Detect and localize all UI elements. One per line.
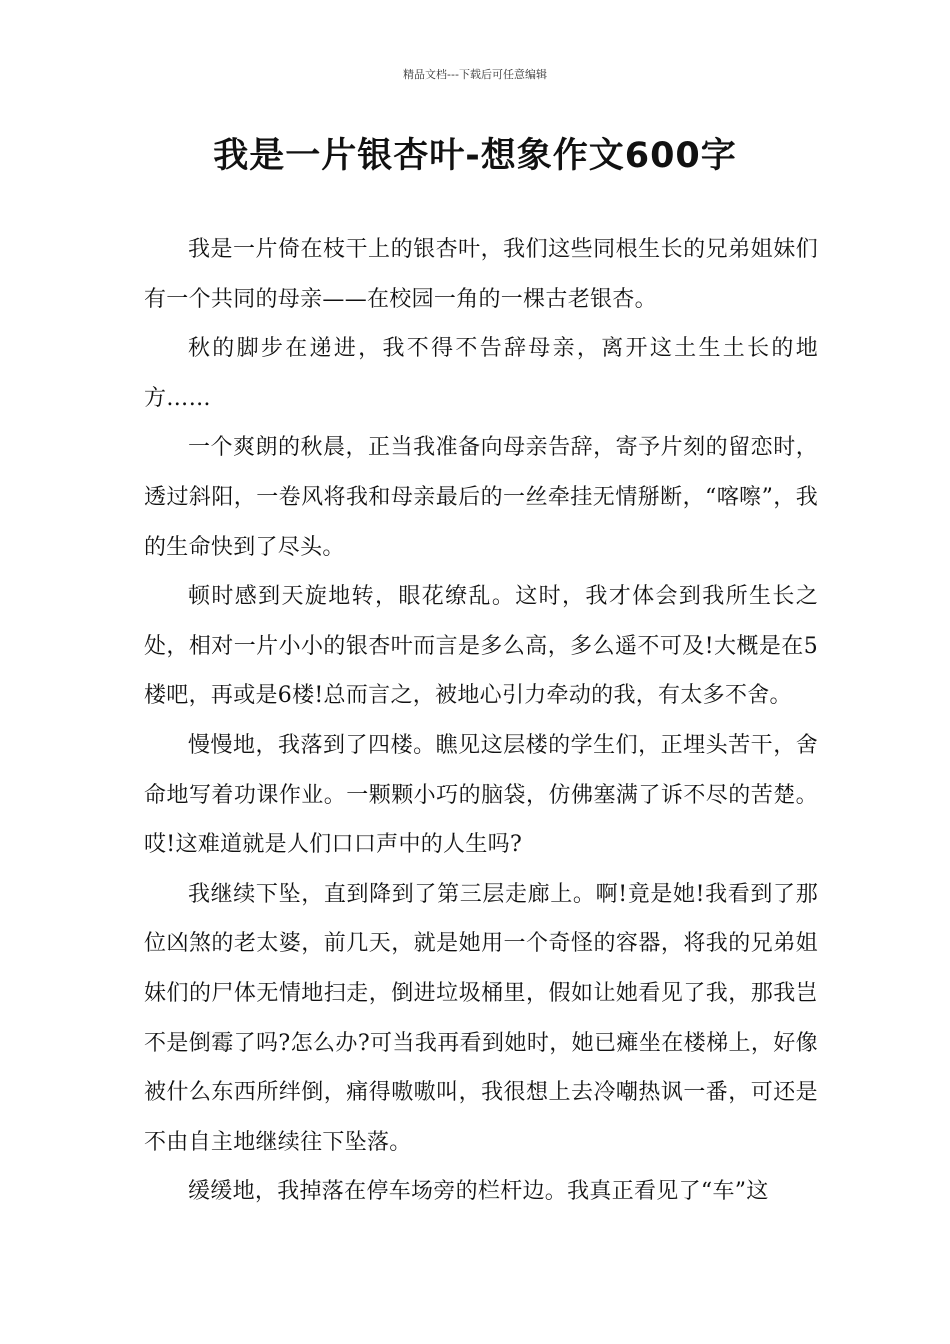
paragraph: 一个爽朗的秋晨，正当我准备向母亲告辞，寄予片刻的留恋时，透过斜阳，一卷风将我和母亲最后的一丝牵挂无情掰断，“喀嚓”，我的生命快到了尽头。 xyxy=(144,435,818,560)
page-title: 我是一片银杏叶-想象作文600字 xyxy=(213,136,737,176)
paragraph: 慢慢地，我落到了四楼。瞧见这层楼的学生们，正埋头苦干，舍命地写着功课作业。一颗颗小巧的脑袋，仿佛塞满了诉不尽的苦楚。哎!这难道就是人们口口声中的人生吗? xyxy=(144,732,818,858)
paragraph: 我继续下坠，直到降到了第三层走廊上。啊!竟是她!我看到了那位凶煞的老太婆，前几天，就是她用一个奇怪的容器，将我的兄弟姐妹们的尸体无情地扫走，倒进垃圾桶里，假如让她看见了我，那我岂不是倒霉了吗?怎么办?可当我再看到她时，她已瘫坐在楼梯上，好像被什么东西所绊倒，痛得嗷嗷叫，我很想上去冷嘲热讽一番，可还是不由自主地继续往下坠落。 xyxy=(144,881,818,1155)
paragraph: 秋的脚步在递进，我不得不告辞母亲，离开这土生土长的地方…… xyxy=(144,336,818,411)
header-note: 精品文档---下载后可任意编辑 xyxy=(403,68,547,81)
paragraph: 我是一片倚在枝干上的银杏叶，我们这些同根生长的兄弟姐妹们有一个共同的母亲——在校园一角的一棵古老银杏。 xyxy=(144,237,818,312)
essay-body xyxy=(144,225,818,1217)
paragraph: 顿时感到天旋地转，眼花缭乱。这时，我才体会到我所生长之处，相对一片小小的银杏叶而言是多么高，多么遥不可及!大概是在5楼吧，再或是6楼!总而言之，被地心引力牵动的我，有太多不舍。 xyxy=(144,584,818,709)
paragraph: 缓缓地，我掉落在停车场旁的栏杆边。我真正看见了“车”这 xyxy=(188,1179,769,1205)
